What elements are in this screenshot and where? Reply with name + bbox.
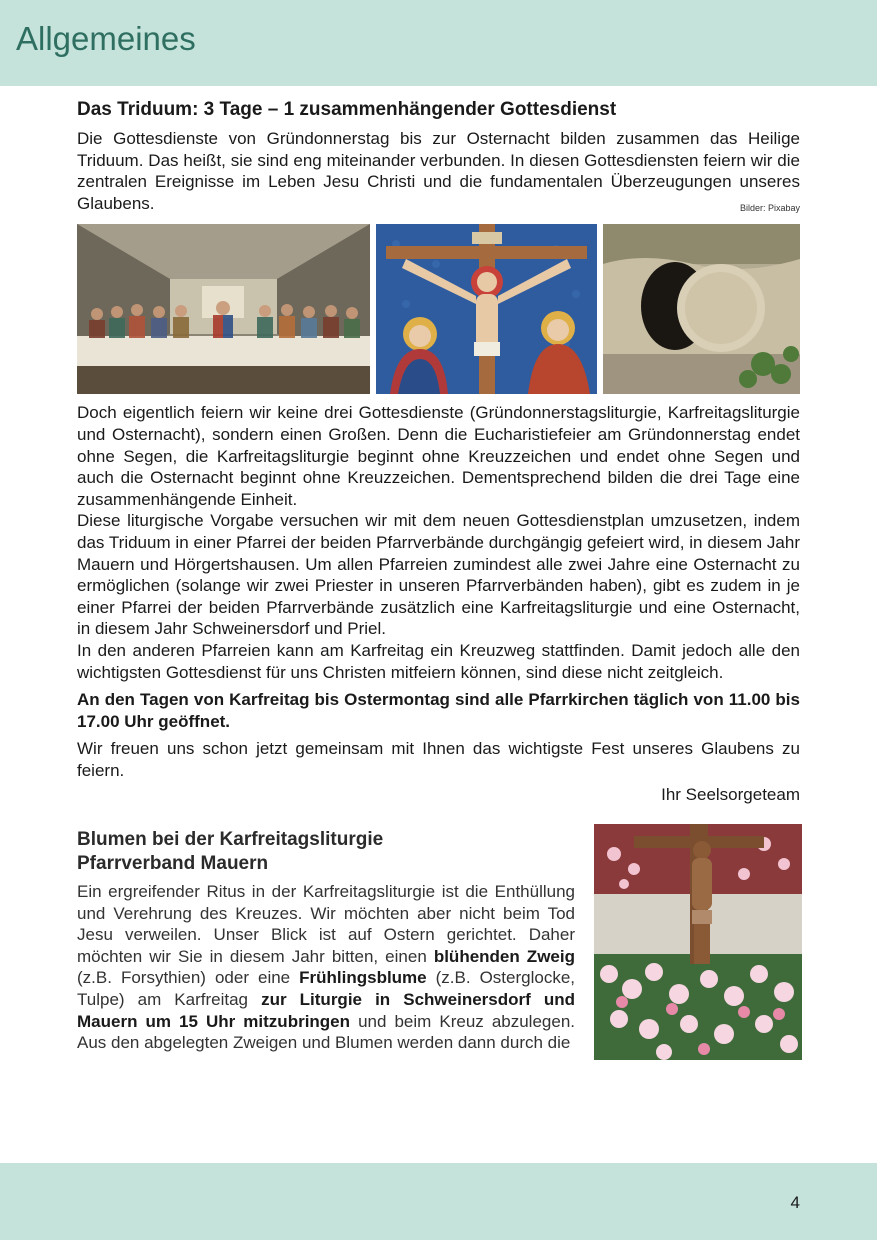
page-content bbox=[77, 98, 800, 1054]
flowers-text bbox=[77, 828, 575, 1054]
title-line-2: Pfarrverband Mauern bbox=[77, 853, 269, 875]
bold-run: blühenden Zweig bbox=[433, 946, 575, 966]
page-number: 4 bbox=[790, 1193, 800, 1212]
text-run: (z.B. Osterglocke, Tulpe) am Karfreitag bbox=[77, 968, 575, 1010]
flowers-section bbox=[77, 828, 800, 1054]
text-run: und beim Kreuz abzulegen. Aus den abgelegten Zweigen und Blumen werden dann durch die bbox=[77, 1011, 575, 1053]
body-paragraph-4: Wir freuen uns schon jetzt gemeinsam mit Ihnen das wichtigste Fest unseres Glaubens zu feiern. bbox=[77, 739, 800, 780]
cross-with-flowers-image bbox=[594, 824, 802, 1060]
section-heading: Allgemeines bbox=[16, 20, 196, 57]
page-footer bbox=[0, 1163, 877, 1240]
article-title-triduum: Das Triduum: 3 Tage – 1 zusammenhängender Gottesdienst bbox=[77, 99, 617, 120]
body-paragraph-2: Diese liturgische Vorgabe versuchen wir mit dem neuen Gottesdienstplan umzusetzen, indem das Triduum in einer Pfarrei der beiden Pfarrverbände durchgängig gefeiert wird, in diesem Jahr Mauern und Hörgertshausen. Um allen Pfarreien zumindest alle zwei Jahre eine Osternacht zu ermöglichen (solange wir zwei Priester in unseren Pfarrverbänden haben), gibt es zudem in je einer Pfarrei der beiden Pfarrverbände zusätzlich eine Karfreitagsliturgie und eine Osternacht, in diesem Jahr Schweinersdorf und Priel. bbox=[77, 511, 800, 639]
empty-tomb-image bbox=[603, 224, 800, 394]
bold-run: zur Liturgie in Schweinersdorf und Mauern um 15 Uhr mitzubringen bbox=[77, 990, 575, 1031]
article-title-flowers bbox=[77, 828, 575, 876]
opening-hours-notice: An den Tagen von Karfreitag bis Ostermontag sind alle Pfarrkirchen täglich von 11.00 bis 17.00 Uhr geöffnet. bbox=[77, 690, 800, 731]
page-header bbox=[0, 0, 877, 86]
bold-run: Frühlingsblume bbox=[299, 968, 427, 988]
body-paragraph-3: In den anderen Pfarreien kann am Karfreitag ein Kreuzweg stattfinden. Damit jedoch alle den wichtigsten Gottesdienst für uns Christen mitfeiern können, sind diese nicht zeitgleich. bbox=[77, 640, 800, 682]
crucifix-image bbox=[376, 224, 597, 394]
title-line-1: Blumen bei der Karfreitagsliturgie bbox=[77, 829, 384, 851]
last-supper-image bbox=[77, 224, 370, 394]
intro-paragraph: Die Gottesdienste von Gründonnerstag bis zur Osternacht bilden zusammen das Heilige Triduum. Das heißt, sie sind eng miteinander verbunden. In diesen Gottesdiensten feiern wir die zentralen Ereignisse im Leben Jesu Christi und die fundamentalen Überzeugungen unseres Glaubens. bbox=[77, 129, 800, 213]
signoff: Ihr Seelsorgeteam bbox=[661, 785, 800, 805]
flowers-paragraph bbox=[77, 881, 575, 1054]
intro-block bbox=[77, 128, 800, 214]
text-run: (z.B. Forsythien) oder eine bbox=[77, 968, 300, 988]
text-run: Ein ergreifender Ritus in der Karfreitagsliturgie ist die Enthüllung und Verehrung des Kreuzes. Wir möchten aber nicht beim Tod Jesu verweilen. Unser Blick ist auf Ostern gerichtet. Daher möchten wir Sie in diesem Jahr bitten, einen bbox=[77, 882, 575, 966]
body-paragraph-1: Doch eigentlich feiern wir keine drei Gottesdienste (Gründonnerstagsliturgie, Karfreitagsliturgie und Osternacht), sondern einen Großen. Denn die Eucharistiefeier am Gründonnerstag endet ohne Segen, die Karfreitagsliturgie beginnt ohne Kreuzzeichen und endet ohne Segen und auch die Osternacht beginnt ohne Kreuzzeichen. Dementsprechend bilden die drei Tage eine zusammenhängende Einheit. bbox=[77, 403, 800, 509]
image-credit: Bilder: Pixabay bbox=[739, 203, 800, 214]
image-strip bbox=[77, 224, 800, 394]
